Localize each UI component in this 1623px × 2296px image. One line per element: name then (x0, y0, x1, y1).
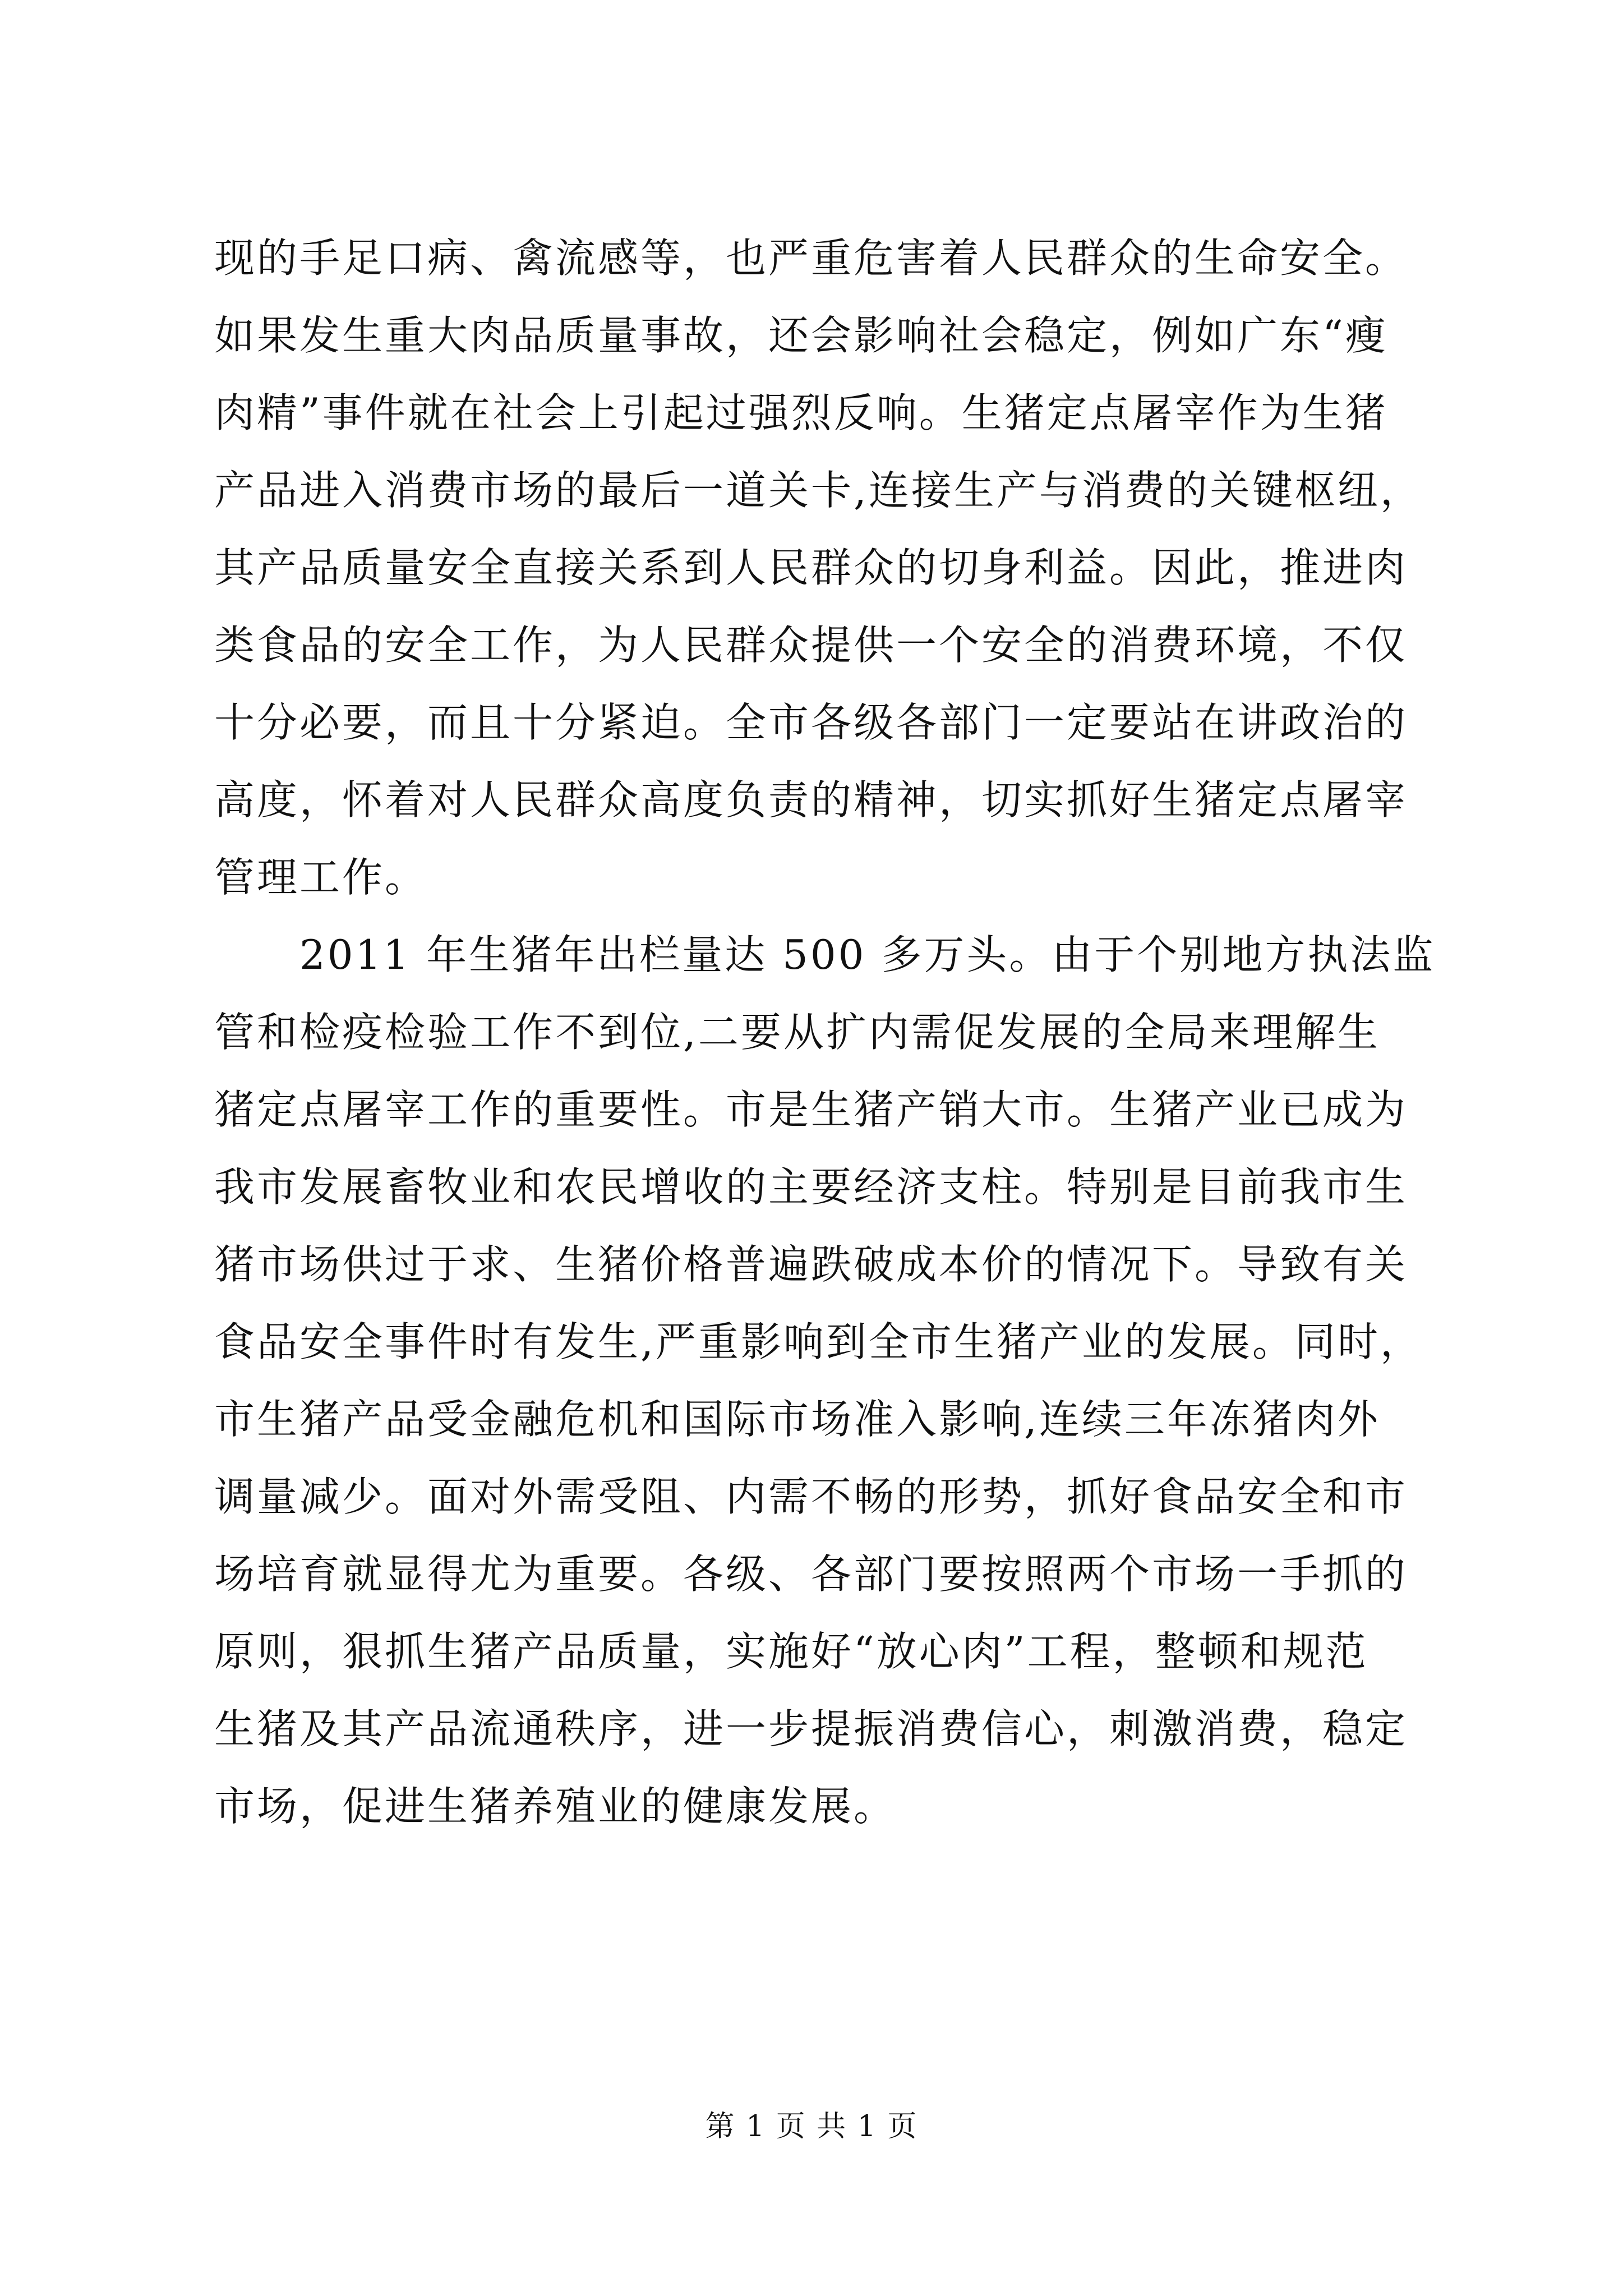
text-line: 管和检疫检验工作不到位,二要从扩内需促发展的全局来理解生 (214, 1009, 1380, 1056)
text-line: 十分必要，而且十分紧迫。全市各级各部门一定要站在讲政治的 (214, 699, 1408, 746)
text-line: 猪市场供过于求、生猪价格普遍跌破成本价的情况下。导致有关 (214, 1241, 1408, 1288)
text-line: 如果发生重大肉品质量事故，还会影响社会稳定，例如广东“瘦 (214, 312, 1388, 359)
text-line: 原则，狠抓生猪产品质量，实施好“放心肉”工程，整顿和规范 (214, 1628, 1368, 1675)
text-line: 生猪及其产品流通秩序，进一步提振消费信心，刺激消费，稳定 (214, 1705, 1408, 1752)
text-line: 猪定点屠宰工作的重要性。市是生猪产销大市。生猪产业已成为 (214, 1086, 1408, 1133)
text-line: 食品安全事件时有发生,严重影响到全市生猪产业的发展。同时， (214, 1318, 1423, 1365)
text-line: 高度，怀着对人民群众高度负责的精神，切实抓好生猪定点屠宰 (214, 776, 1408, 823)
text-line: 产品进入消费市场的最后一道关卡,连接生产与消费的关键枢纽， (214, 467, 1423, 514)
text-line: 肉精”事件就在社会上引起过强烈反响。生猪定点屠宰作为生猪 (214, 389, 1388, 436)
text-line: 类食品的安全工作，为人民群众提供一个安全的消费环境，不仅 (214, 622, 1408, 669)
text-line: 调量减少。面对外需受阻、内需不畅的形势，抓好食品安全和市 (214, 1473, 1408, 1520)
text-line: 我市发展畜牧业和农民增收的主要经济支柱。特别是目前我市生 (214, 1163, 1408, 1211)
page-number-footer: 第 1 页 共 1 页 (705, 2110, 918, 2143)
text-line: 市生猪产品受金融危机和国际市场准入影响,连续三年冻猪肉外 (214, 1396, 1380, 1443)
text-line: 现的手足口病、禽流感等，也严重危害着人民群众的生命安全。 (214, 234, 1408, 282)
text-line: 其产品质量安全直接关系到人民群众的切身利益。因此，推进肉 (214, 544, 1408, 591)
text-line: 2011 年生猪年出栏量达 500 多万头。由于个别地方执法监 (214, 931, 1436, 978)
text-line: 场培育就显得尤为重要。各级、各部门要按照两个市场一手抓的 (214, 1550, 1408, 1598)
text-line: 市场，促进生猪养殖业的健康发展。 (214, 1783, 897, 1830)
text-line: 管理工作。 (214, 854, 428, 901)
